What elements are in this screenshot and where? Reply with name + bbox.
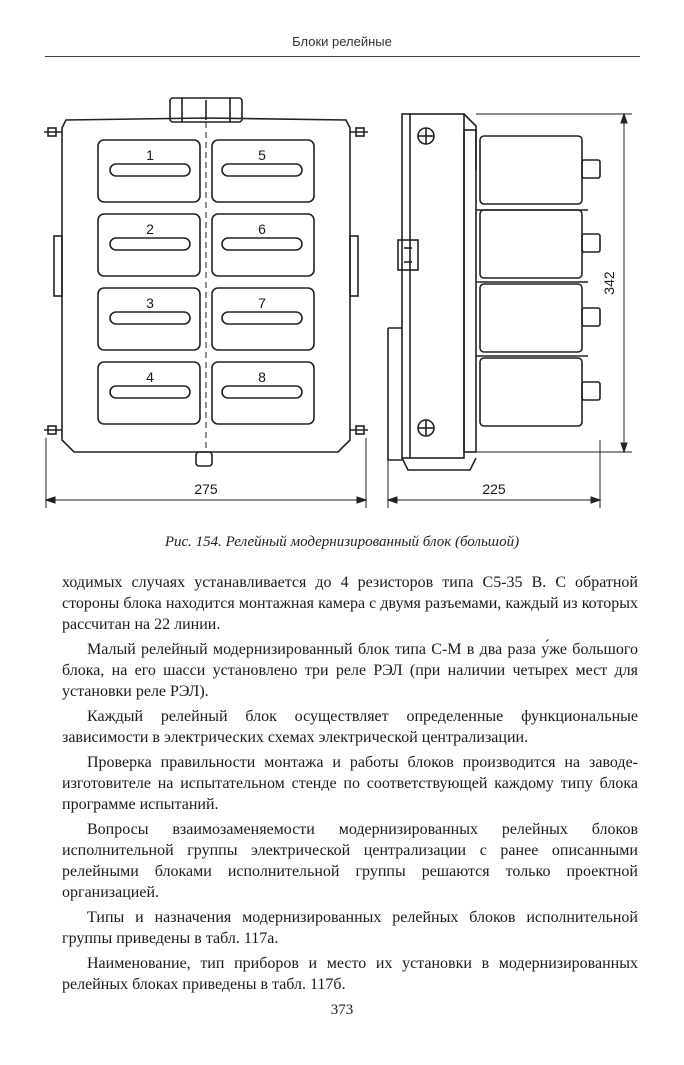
height-dimension-label: 342 <box>601 271 617 295</box>
paragraph-7: Наименование, тип приборов и место их установки в модернизированных релейных блоках приведены в табл. 117б. <box>62 955 638 993</box>
slot-label-1: 1 <box>146 147 154 163</box>
paragraph-5: Вопросы взаимозаменяемости модернизированных релейных блоков исполнительной группы электрической централизации с ранее описанными релейными блоками исполнительной группы решаются только проектной организацией. <box>62 821 638 901</box>
width-dimension-label: 275 <box>194 481 218 497</box>
paragraph-2: Малый релейный модернизированный блок типа С-М в два раза у́же большого блока, на его шасси установлено три реле РЭЛ (при наличии четырех мест для установки реле РЭЛ). <box>62 641 638 700</box>
right-flange <box>350 236 358 296</box>
bottom-pin <box>196 452 212 466</box>
slot-label-2: 2 <box>146 221 154 237</box>
paragraph-3: Каждый релейный блок осуществляет определенные функциональные зависимости в электрических схемах электрической централизации. <box>62 708 638 746</box>
slot-label-4: 4 <box>146 369 154 385</box>
relay-block-figure <box>0 60 684 520</box>
slot-label-8: 8 <box>258 369 266 385</box>
slot-label-5: 5 <box>258 147 266 163</box>
slot-label-7: 7 <box>258 295 266 311</box>
slot-label-3: 3 <box>146 295 154 311</box>
page-number: 373 <box>330 1002 354 1018</box>
side-relay-3 <box>480 284 582 352</box>
slot-label-6: 6 <box>258 221 266 237</box>
paragraph-6: Типы и назначения модернизированных релейных блоков исполнительной группы приведены в табл. 117а. <box>62 909 638 947</box>
side-relay-4 <box>480 358 582 426</box>
width-dimension <box>46 438 366 508</box>
body-text <box>62 572 638 999</box>
depth-dimension-label: 225 <box>482 481 506 497</box>
side-relay-2 <box>480 210 582 278</box>
header-rule <box>45 56 640 57</box>
figure-caption: Рис. 154. Релейный модернизированный блок (большой) <box>164 534 520 550</box>
depth-dimension <box>388 440 600 508</box>
relay-block-drawing <box>0 60 684 520</box>
paragraph-4: Проверка правильности монтажа и работы блоков производится на заводе-изготовителе на испытательном стенде по соответствующей каждому типу блока программе испытаний. <box>62 754 638 813</box>
side-clip <box>398 240 418 270</box>
front-view <box>44 98 368 466</box>
side-view <box>388 114 600 470</box>
running-title: Блоки релейные <box>292 34 392 49</box>
left-flange <box>54 236 62 296</box>
paragraph-1: ходимых случаях устанавливается до 4 резисторов типа С5-35 В. С обратной стороны блока находится монтажная камера с двумя разъемами, каждый из которых рассчитан на 22 линии. <box>62 574 638 633</box>
side-front-panel <box>402 114 464 458</box>
side-relay-1 <box>480 136 582 204</box>
